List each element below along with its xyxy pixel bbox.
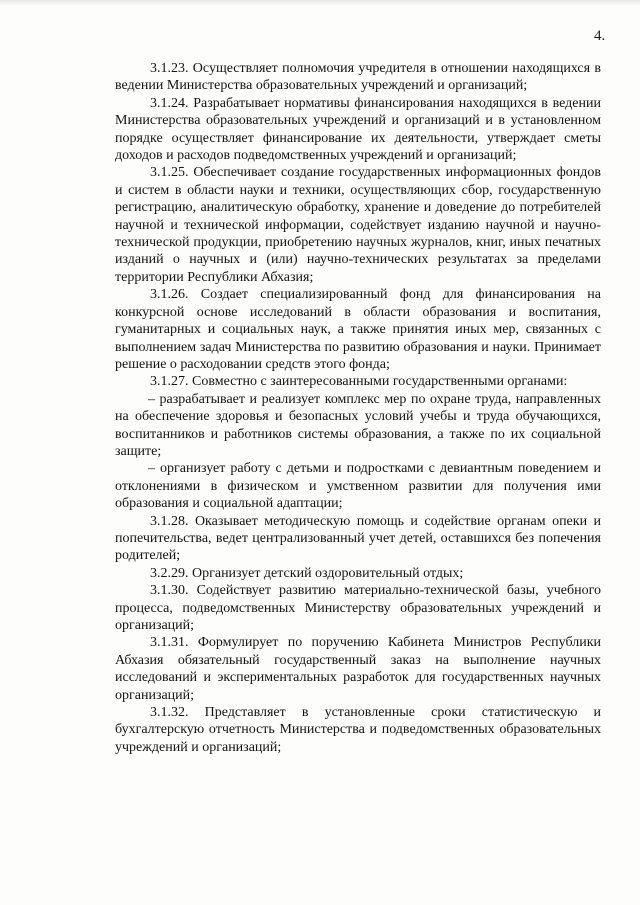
paragraph-3-1-23: 3.1.23. Осуществляет полномочия учредителя в отношении находящихся в ведении Министерства образовательных учреждений и организаций; — [115, 61, 601, 94]
paragraph-3-1-27-item-1: – разрабатывает и реализует комплекс мер по охране труда, направленных на обеспечение здоровья и безопасных условий учебы и труда обучающихся, воспитанников и работников системы образования, а также по их социальной защите; — [115, 391, 601, 459]
paragraph-3-1-32: 3.1.32. Представляет в установленные сроки статистическую и бухгалтерскую отчетность Министерства и подведомственных образовательных учреждений и организаций; — [115, 705, 601, 755]
scan-edge-shadow — [0, 0, 640, 6]
paragraph-3-1-27-item-2: – организует работу с детьми и подростками с девиантным поведением и отклонениями в физическом и умственном развитии для получения ими образования и социальной адаптации; — [115, 461, 601, 512]
page-number: 4. — [594, 28, 606, 44]
paragraph-3-1-30: 3.1.30. Содействует развитию материально-технической базы, учебного процесса, подведомственных Министерству образовательных учреждений и организаций; — [115, 583, 601, 633]
paragraph-3-1-26: 3.1.26. Создает специализированный фонд для финансирования на конкурсной основе исследований в области образования и воспитания, гуманитарных и социальных наук, а также принятия иных мер, связанных с выполнением задач Министерства по развитию образования и науки. Принимает решение о расходовании средств этого фонда; — [115, 287, 601, 372]
paragraph-3-2-29: 3.2.29. Организует детский оздоровительный отдых; — [150, 565, 464, 581]
document-body — [115, 60, 601, 756]
paragraph-3-1-28: 3.1.28. Оказывает методическую помощь и содействие органам опеки и попечительства, ведет централизованный учет детей, оставшихся без попечения родителей; — [115, 513, 601, 564]
paragraph-3-1-27: 3.1.27. Совместно с заинтересованными государственными органами: — [150, 374, 568, 390]
paragraph-3-1-31: 3.1.31. Формулирует по поручению Кабинета Министров Республики Абхазия обязательный государственный заказ на выполнение научных исследований и экспериментальных разработок для государственных научных организаций; — [115, 635, 601, 703]
paragraph-3-1-25: 3.1.25. Обеспечивает создание государственных информационных фондов и систем в области науки и техники, осуществляющих сбор, государственную регистрацию, аналитическую обработку, хранение и доведение до потребителей научной и технической информации, содействует изданию научной и научно-технической продукции, приобретению научных журналов, книг, иных печатных изданий о научных и (или) научно-технических результатах за пределами территории Республики Абхазия; — [115, 165, 601, 285]
paragraph-3-1-24: 3.1.24. Разрабатывает нормативы финансирования находящихся в ведении Министерства образовательных учреждений и организаций и в установленном порядке осуществляет финансирование их деятельности, утверждает сметы доходов и расходов подведомственных учреждений и организаций; — [115, 95, 601, 164]
